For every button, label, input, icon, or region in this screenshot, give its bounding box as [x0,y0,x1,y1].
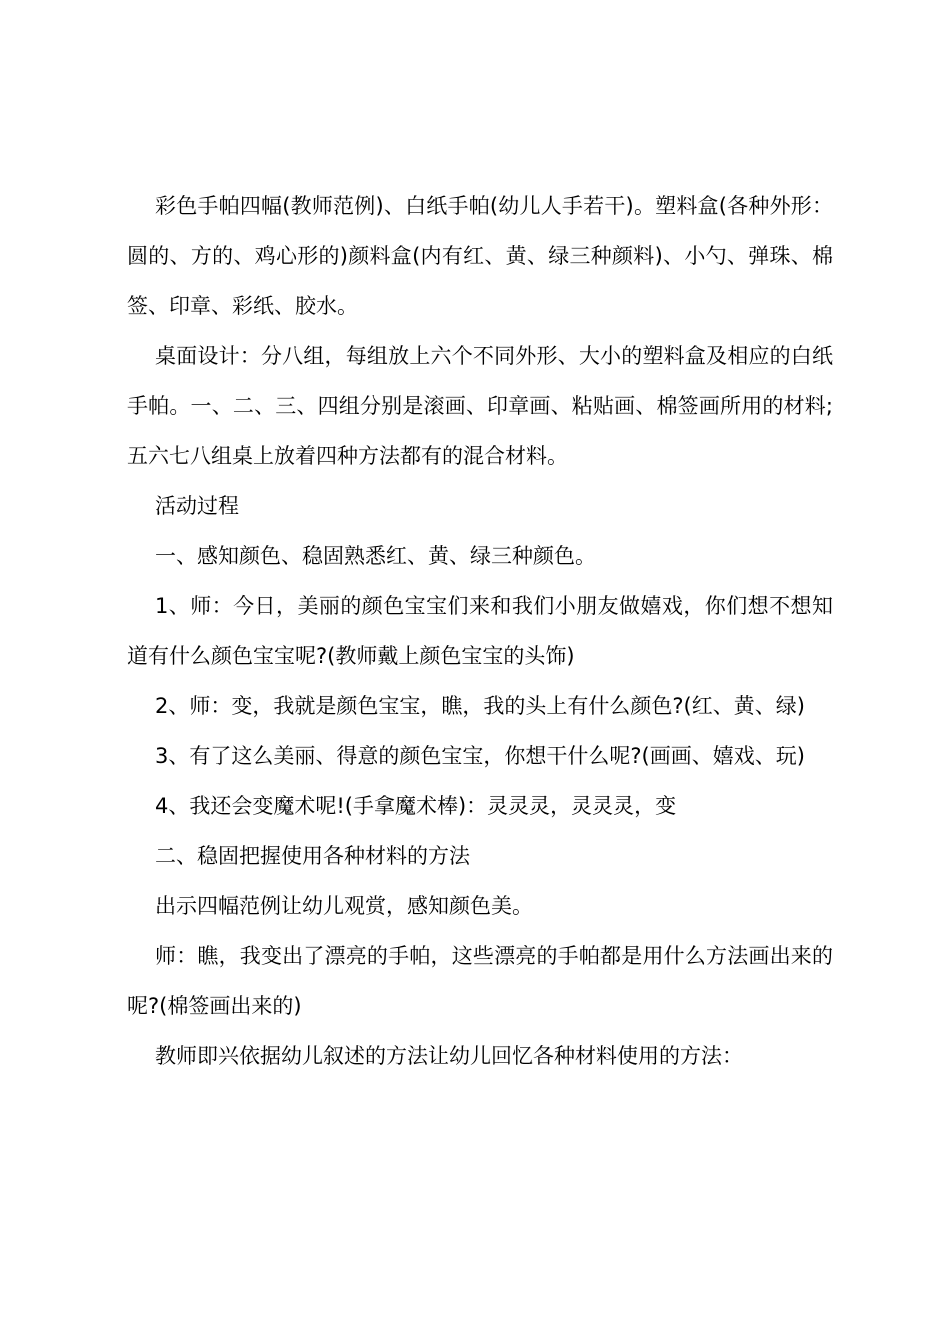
paragraph-teacher-question: 师：瞧，我变出了漂亮的手帕，这些漂亮的手帕都是用什么方法画出来的呢?(棉签画出来的) [127,944,833,1018]
paragraph-step-1: 1、师：今日，美丽的颜色宝宝们来和我们小朋友做嬉戏，你们想不想知道有什么颜色宝宝呢?(教师戴上颜色宝宝的头饰) [127,594,833,668]
paragraph-materials: 彩色手帕四幅(教师范例)、白纸手帕(幼儿人手若干)。塑料盒(各种外形：圆的、方的、鸡心形的)颜料盒(内有红、黄、绿三种颜料)、小勺、弹珠、棉签、印章、彩纸、胶水。 [127,194,833,318]
paragraph-table-design: 桌面设计：分八组，每组放上六个不同外形、大小的塑料盒及相应的白纸手帕。一、二、三、四组分别是滚画、印章画、粘贴画、棉签画所用的材料;五六七八组桌上放着四种方法都有的混合材料。 [127,344,833,468]
paragraph-step-4: 4、我还会变魔术呢!(手拿魔术棒)：灵灵灵，灵灵灵，变 [155,794,677,818]
paragraph-activity-heading: 活动过程 [155,494,239,518]
paragraph-step-3: 3、有了这么美丽、得意的颜色宝宝，你想干什么呢?(画画、嬉戏、玩) [155,744,805,768]
paragraph-step-2: 2、师：变，我就是颜色宝宝，瞧，我的头上有什么颜色?(红、黄、绿) [155,694,805,718]
paragraph-show-examples: 出示四幅范例让幼儿观赏，感知颜色美。 [155,894,533,918]
document-body [127,181,833,1081]
paragraph-section-two-heading: 二、稳固把握使用各种材料的方法 [155,844,470,868]
paragraph-section-one-heading: 一、感知颜色、稳固熟悉红、黄、绿三种颜色。 [155,544,596,568]
paragraph-teacher-recall: 教师即兴依据幼儿叙述的方法让幼儿回忆各种材料使用的方法： [155,1044,743,1068]
